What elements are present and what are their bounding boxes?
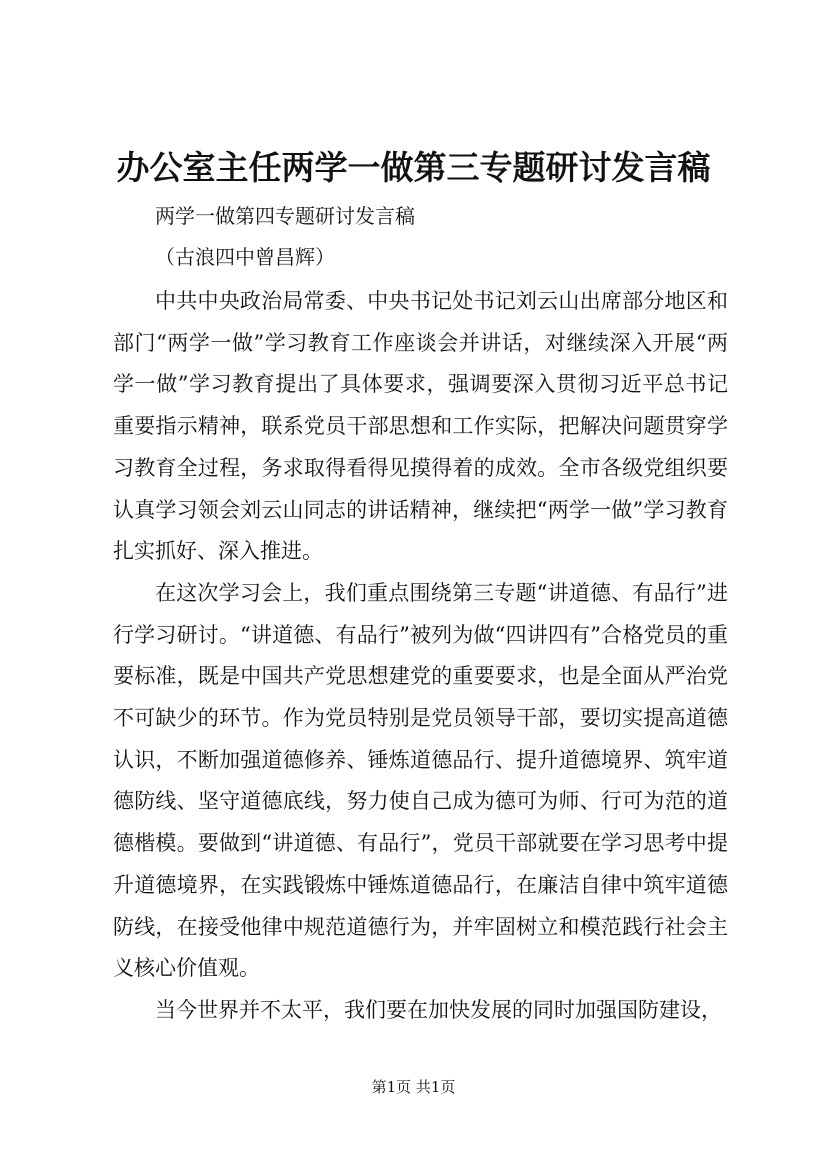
body-paragraph-2: 在这次学习会上，我们重点围绕第三专题“讲道德、有品行”进行学习研讨。“讲道德、有品行”被列为做“四讲四有”合格党员的重要标准，既是中国共产党思想建党的重要要求，也是全面从严治党不可缺少的环节。作为党员特别是党员领导干部，要切实提高道德认识，不断加强道德修养、锤炼道德品行、提升道德境界、筑牢道德防线、坚守道德底线，努力使自己成为德可为师、行可为范的道德楷模。要做到“讲道德、有品行”，党员干部就要在学习思考中提升道德境界，在实践锻炼中锤炼道德品行，在廉洁自律中筑牢道德防线，在接受他律中规范道德行为，并牢固树立和模范践行社会主义核心价值观。 (113, 580, 728, 981)
body-paragraph-3: 当今世界并不太平，我们要在加快发展的同时加强国防建设， (155, 997, 722, 1022)
document-subtitle: 两学一做第四专题研讨发言稿 (155, 204, 415, 228)
body-paragraph-1: 中共中央政治局常委、中央书记处书记刘云山出席部分地区和部门“两学一做”学习教育工作座谈会并讲话，对继续深入开展“两学一做”学习教育提出了具体要求，强调要深入贯彻习近平总书记重要指示精神，联系党员干部思想和工作实际，把解决问题贯穿学习教育全过程，务求取得看得见摸得着的成效。全市各级党组织要认真学习领会刘云山同志的讲话精神，继续把“两学一做”学习教育扎实抓好、深入推进。 (113, 289, 728, 564)
document-title: 办公室主任两学一做第三专题研讨发言稿 (116, 148, 711, 187)
page-footer: 第1页 共1页 (371, 1078, 456, 1096)
document-body (113, 281, 728, 1032)
document-author: （古浪四中曾昌辉） (155, 245, 335, 269)
